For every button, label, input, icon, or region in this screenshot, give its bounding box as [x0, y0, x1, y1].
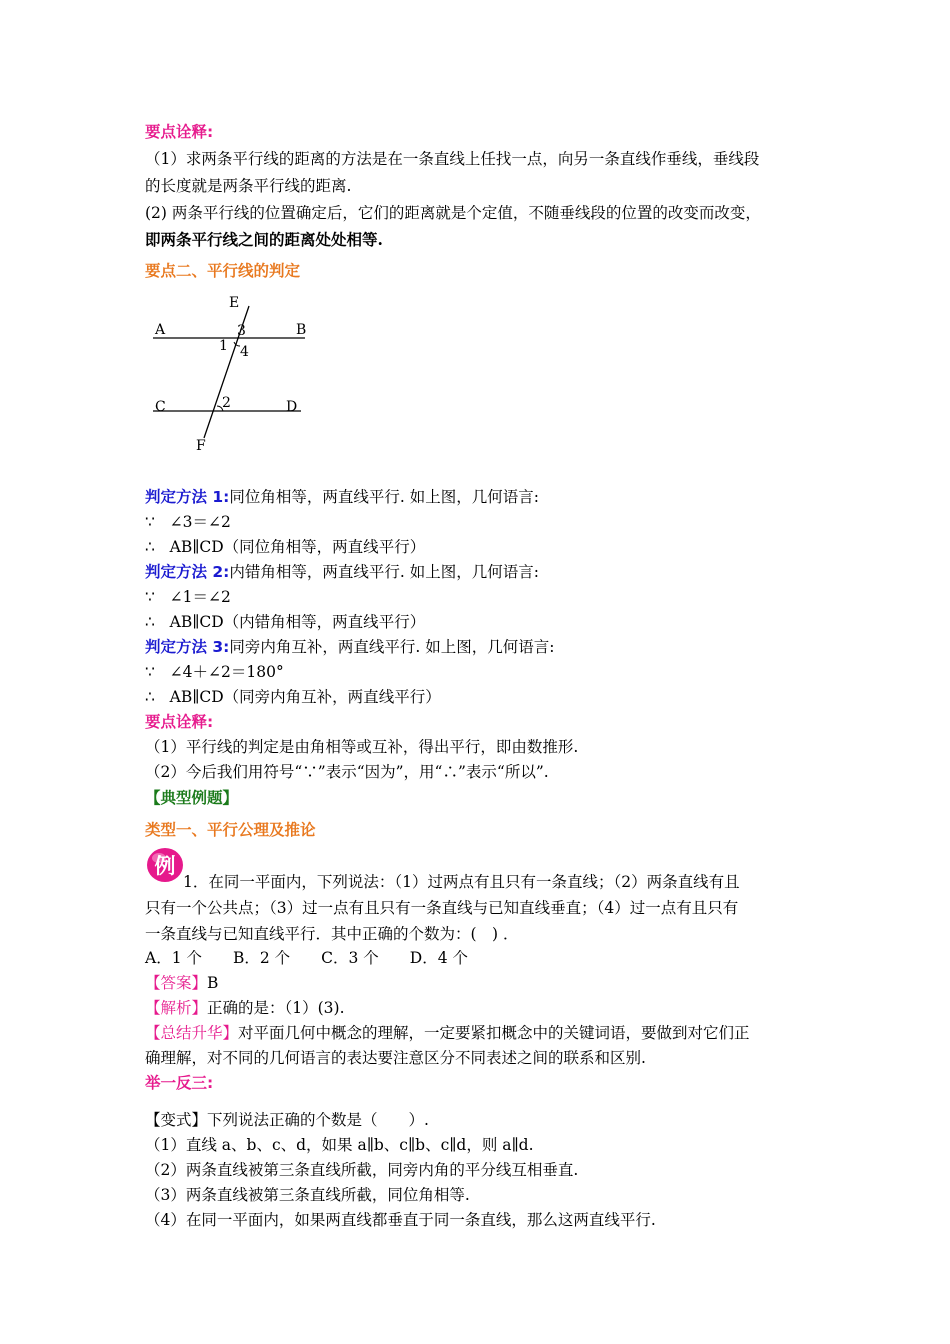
variant-item: （1）直线 a、b、c、d，如果 a∥b、c∥b、c∥d，则 a∥d.	[145, 1136, 534, 1154]
label-angle-3: 3	[237, 323, 246, 339]
label-d: D	[286, 399, 298, 415]
method-3-therefore: ∴ AB∥CD（同旁内角互补，两直线平行）	[145, 688, 441, 706]
label-a: A	[155, 322, 166, 338]
analysis-row: 【解析】正确的是：（1）(3).	[145, 999, 345, 1017]
note-paragraph: 的长度就是两条平行线的距离.	[145, 177, 352, 195]
therefore-symbol: ∴	[145, 613, 155, 631]
question-text: 只有一个公共点；（3）过一点有且只有一条直线与已知直线垂直；（4）过一点有且只有	[145, 899, 739, 917]
label-e: E	[229, 295, 240, 311]
examples-heading: 【典型例题】	[145, 789, 239, 807]
type-one-heading: 类型一、平行公理及推论	[145, 821, 316, 839]
question-text: 1．在同一平面内，下列说法：（1）过两点有且只有一条直线；（2）两条直线有且	[183, 873, 740, 891]
note-emphasis: 即两条平行线之间的距离处处相等.	[145, 230, 383, 249]
label-angle-4: 4	[240, 344, 249, 360]
label-c: C	[155, 399, 166, 415]
section-heading-point-two: 要点二、平行线的判定	[145, 262, 301, 280]
method-3-because: ∵ ∠4＋∠2＝180°	[145, 663, 284, 681]
answer-options: A．1 个 B．2 个 C．3 个 D．4 个	[145, 949, 469, 967]
label-angle-2: 2	[222, 395, 231, 411]
variant-item: （3）两条直线被第三条直线所截，同位角相等.	[145, 1186, 470, 1204]
label-b: B	[296, 322, 307, 338]
note-paragraph: (2) 两条平行线的位置确定后，它们的距离就是个定值，不随垂线段的位置的改变而改变，	[145, 204, 761, 222]
note-paragraph: （1）平行线的判定是由角相等或互补，得出平行，即由数推形.	[145, 738, 579, 756]
summary-row: 确理解，对不同的几何语言的表达要注意区分不同表述之间的联系和区别.	[145, 1049, 646, 1067]
method-1-therefore: ∴ AB∥CD（同位角相等，两直线平行）	[145, 538, 426, 556]
summary-row: 【总结升华】对平面几何中概念的理解，一定要紧扣概念中的关键词语，要做到对它们正	[145, 1024, 750, 1042]
therefore-symbol: ∴	[145, 688, 155, 706]
section-heading-key-notes: 要点诠释:	[145, 123, 214, 141]
because-symbol: ∵	[145, 588, 155, 606]
answer-row: 【答案】B	[145, 974, 219, 992]
question-text: 一条直线与已知直线平行．其中正确的个数为：( ) ．	[145, 925, 519, 943]
note-paragraph: （2）今后我们用符号“∵”表示“因为”，用“∴”表示“所以”.	[145, 763, 549, 781]
label-f: F	[196, 438, 206, 454]
method-3-statement: 判定方法 3:同旁内角互补，两直线平行. 如上图，几何语言:	[145, 638, 555, 656]
note-paragraph: （1）求两条平行线的距离的方法是在一条直线上任找一点，向另一条直线作垂线，垂线段	[145, 150, 760, 168]
variant-item: （2）两条直线被第三条直线所截，同旁内角的平分线互相垂直.	[145, 1161, 579, 1179]
label-angle-1: 1	[219, 338, 228, 354]
method-1-statement: 判定方法 1:同位角相等，两直线平行. 如上图，几何语言:	[145, 488, 539, 506]
method-1-because: ∵ ∠3＝∠2	[145, 513, 231, 531]
example-badge-icon	[146, 846, 184, 884]
because-symbol: ∵	[145, 513, 155, 531]
therefore-symbol: ∴	[145, 538, 155, 556]
method-2-because: ∵ ∠1＝∠2	[145, 588, 231, 606]
variant-item: （4）在同一平面内，如果两直线都垂直于同一条直线，那么这两直线平行.	[145, 1211, 656, 1229]
method-2-statement: 判定方法 2:内错角相等，两直线平行. 如上图，几何语言:	[145, 563, 539, 581]
section-heading-key-notes-2: 要点诠释:	[145, 713, 214, 731]
practice-heading: 举一反三:	[145, 1074, 214, 1092]
method-2-therefore: ∴ AB∥CD（内错角相等，两直线平行）	[145, 613, 426, 631]
parallel-lines-figure	[145, 290, 315, 455]
because-symbol: ∵	[145, 663, 155, 681]
example-badge-char: 例	[154, 854, 176, 878]
variant-question: 【变式】下列说法正确的个数是（ ）.	[145, 1111, 429, 1129]
